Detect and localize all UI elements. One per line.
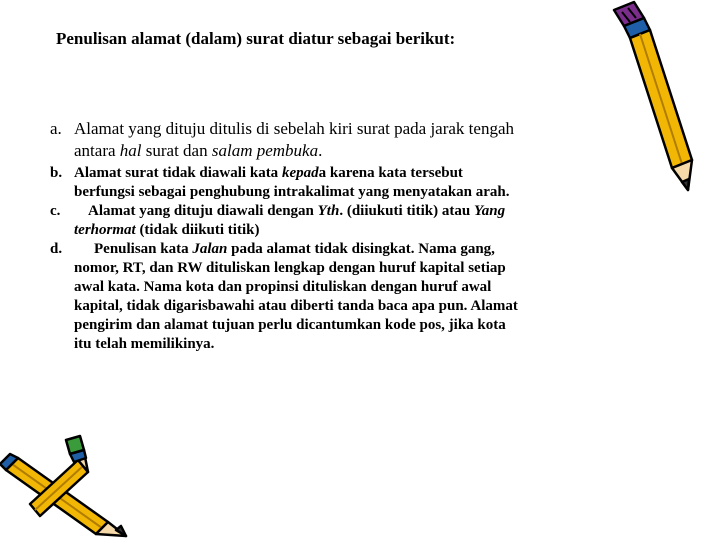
- text-run: kapital, tidak digarisbawahi atau diberti tanda baca apa pun. Alamat: [74, 298, 518, 314]
- text-run: a karena kata tersebut: [318, 165, 463, 181]
- text-run: surat dan: [141, 141, 212, 160]
- text-run: berfungsi sebagai penghubung intrakalimat yang menyatakan arah.: [74, 184, 510, 200]
- page-title: Penulisan alamat (dalam) surat diatur sebagai berikut:: [56, 29, 456, 48]
- list-marker: b.: [50, 165, 63, 181]
- text-run: Penulisan kata: [94, 241, 193, 257]
- rules-list: [50, 118, 620, 354]
- list-item-c: [50, 202, 620, 240]
- text-run: antara: [74, 141, 120, 160]
- italic-term: hal: [119, 141, 142, 160]
- text-run: Alamat yang dituju ditulis di sebelah kiri surat pada jarak tengah: [74, 119, 514, 138]
- text-line: [74, 259, 620, 278]
- text-line: [74, 221, 620, 240]
- text-run: itu telah memilikinya.: [74, 336, 215, 352]
- text-line: [74, 278, 620, 297]
- list-marker: c.: [50, 203, 61, 219]
- italic-term: Yang: [473, 203, 506, 219]
- text-run: pada alamat tidak disingkat. Nama gang,: [227, 241, 495, 257]
- text-line: [74, 316, 620, 335]
- text-line: [74, 140, 620, 162]
- italic-term: salam pembuka: [211, 141, 319, 160]
- text-run: Alamat yang dituju diawali dengan: [88, 203, 318, 219]
- italic-term: kepad: [281, 165, 319, 181]
- italic-term: Yth: [317, 203, 340, 219]
- text-line: [74, 240, 620, 259]
- text-run: . (diiukuti titik) atau: [339, 203, 474, 219]
- text-line: [74, 183, 620, 202]
- list-marker: a.: [50, 119, 62, 138]
- text-line: [74, 202, 620, 221]
- crossed-pencils-icon: [0, 430, 140, 538]
- text-line: [74, 118, 620, 140]
- text-run: (tidak diikuti titik): [135, 222, 260, 238]
- text-line: [74, 164, 620, 183]
- text-run: nomor, RT, dan RW dituliskan lengkap dengan huruf kapital setiap: [74, 260, 506, 276]
- list-item-d: [50, 240, 620, 354]
- italic-term: terhormat: [74, 222, 136, 238]
- text-run: Alamat surat tidak diawali kata: [74, 165, 282, 181]
- list-item-a: [50, 118, 620, 162]
- list-item-b: [50, 164, 620, 202]
- text-run: awal kata. Nama kota dan propinsi dituliskan dengan huruf awal: [74, 279, 492, 295]
- italic-term: Jalan: [192, 241, 228, 257]
- text-run: pengirim dan alamat tujuan perlu dicantumkan kode pos, jika kota: [74, 317, 506, 333]
- pencil-icon: [596, 0, 720, 200]
- list-marker: d.: [50, 241, 63, 257]
- text-line: [74, 335, 620, 354]
- text-run: .: [318, 141, 323, 160]
- text-line: [74, 297, 620, 316]
